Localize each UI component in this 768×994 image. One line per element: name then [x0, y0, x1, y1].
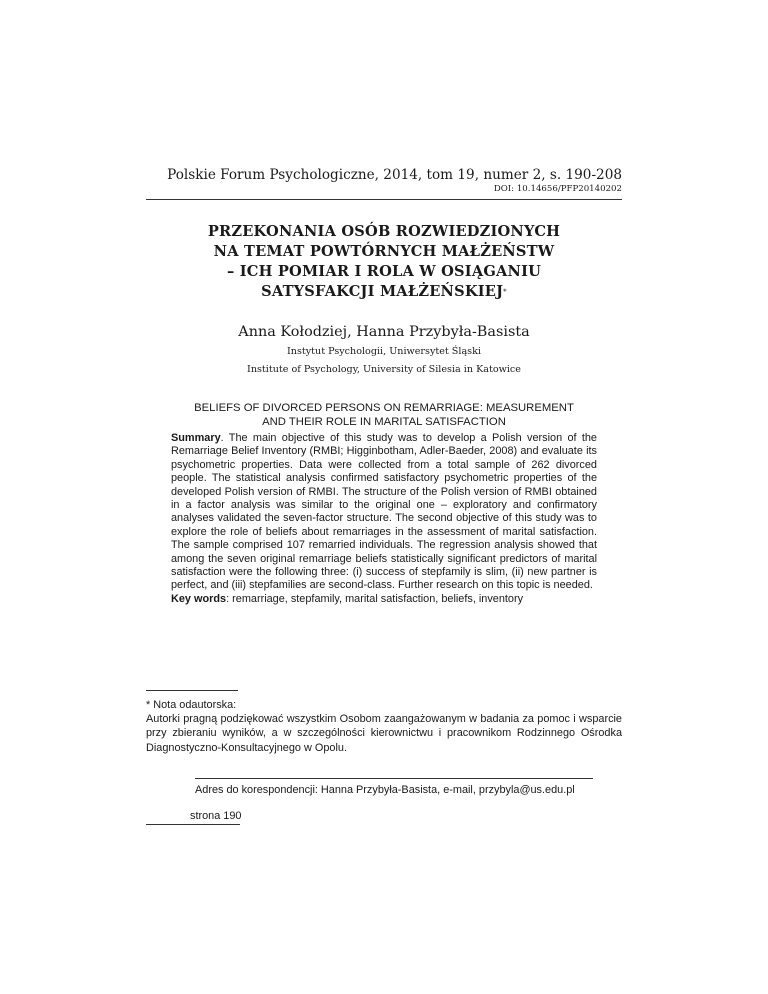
- correspondence-rule: [195, 778, 593, 779]
- footnote-rule: [146, 690, 238, 691]
- keywords: [171, 593, 597, 606]
- affiliation-english: Institute of Psychology, University of Silesia in Katowice: [247, 364, 521, 375]
- title-line-1: PRZEKONANIA OSÓB ROZWIEDZIONYCH: [207, 223, 561, 240]
- author-footnote: [146, 698, 622, 755]
- summary-paragraph: [171, 432, 597, 593]
- doi: DOI: 10.14656/PFP20140202: [493, 184, 622, 194]
- footnote-title: * Nota odautorska:: [146, 699, 237, 711]
- footnote-text: Autorki pragną podziękować wszystkim Osobom zaangażowanym w badania za pomoc i wsparcie przy zbieraniu wyników, a w szczególności kierownictwu i pracownikom Rodzinnego Ośrodka Diagnostyczno-Konsultacyjnego w Opolu.: [146, 713, 622, 754]
- summary-label: Summary: [171, 432, 221, 444]
- page-number-rule: [146, 824, 240, 825]
- correspondence-address: Adres do korespondencji: Hanna Przybyła-Basista, e-mail, przybyla@us.edu.pl: [195, 784, 575, 796]
- header-rule: [146, 199, 622, 200]
- keywords-label: Key words: [171, 592, 227, 605]
- journal-citation: Polskie Forum Psychologiczne, 2014, tom 19, numer 2, s. 190-208: [167, 167, 622, 183]
- summary-text: . The main objective of this study was to develop a Polish version of the Remarriage Belief Inventory (RMBI; Higginbotham, Adler-Baeder, 2008) and evaluate its psychometric properties. Data were collected from a total sample of 262 divorced people. The statistical analysis confirmed satisfactory psychometric properties of the developed Polish version of RMBI. The structure of the Polish version of RMBI obtained in a factor analysis was similar to the original one – exploratory and confirmatory analyses validated the seven-factor structure. The second objective of this study was to explore the role of beliefs about remarriages in the assessment of marital satisfaction. The sample comprised 107 remarried individuals. The regression analysis showed that among the seven original remarriage beliefs statistically significant predictors of marital satisfaction were the following three: (i) success of stepfamily is slim, (ii) new partner is perfect, and (iii) stepfamilies are second-class. Further research on this topic is needed.: [171, 432, 597, 592]
- title-line-4-text: SATYSFAKCJI MAŁŻEŃSKIEJ: [261, 283, 504, 300]
- keywords-text: : remarriage, stepfamily, marital satisfaction, beliefs, inventory: [226, 592, 524, 605]
- abstract: [171, 432, 597, 606]
- english-title-line-2: AND THEIR ROLE IN MARITAL SATISFACTION: [262, 415, 506, 428]
- article-title: [146, 222, 622, 302]
- english-title: [146, 402, 622, 429]
- title-line-4: [146, 282, 622, 302]
- english-title-line-1: BELIEFS OF DIVORCED PERSONS ON REMARRIAGE: MEASUREMENT: [194, 402, 574, 414]
- title-line-3: – ICH POMIAR I ROLA W OSIĄGANIU: [226, 263, 542, 280]
- title-line-2: NA TEMAT POWTÓRNYCH MAŁŻEŃSTW: [213, 243, 555, 260]
- title-footnote-marker: *: [503, 288, 507, 296]
- affiliation-polish: Instytut Psychologii, Uniwersytet Śląski: [287, 346, 481, 357]
- authors: Anna Kołodziej, Hanna Przybyła-Basista: [238, 324, 530, 340]
- page-number: strona 190: [190, 810, 242, 822]
